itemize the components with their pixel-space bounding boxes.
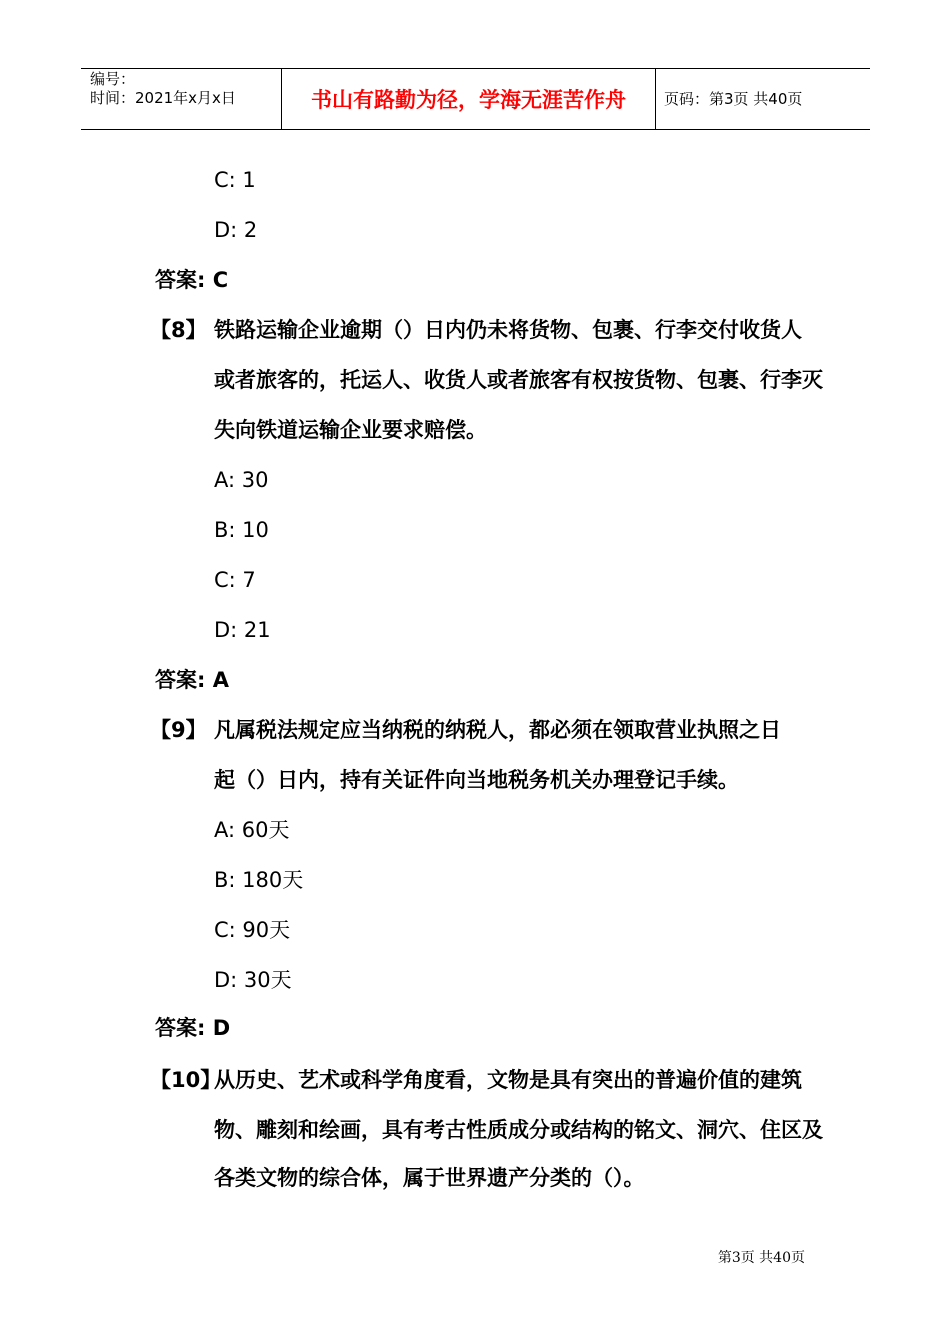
- page-footer: 第3页 共40页: [717, 1250, 805, 1266]
- question-text-line: 铁路运输企业逾期（）日内仍未将货物、包裹、行李交付收货人: [214, 318, 802, 342]
- option-d: D: 21: [214, 618, 271, 642]
- header-motto: 书山有路勤为径，学海无涯苦作舟: [311, 87, 626, 112]
- option-c: C: 1: [214, 168, 256, 192]
- option-c: C: 90天: [214, 918, 291, 942]
- answer: 答案: D: [155, 1016, 231, 1040]
- header-divider-2: [655, 69, 656, 129]
- option-c: C: 7: [214, 568, 256, 592]
- option-a: A: 30: [214, 468, 269, 492]
- option-d: D: 30天: [214, 968, 292, 992]
- question-text-line: 各类文物的综合体，属于世界遗产分类的（）。: [214, 1166, 645, 1190]
- header-page-label: 页码：第3页 共40页: [664, 90, 803, 108]
- option-b: B: 10: [214, 518, 269, 542]
- header-time-label: 时间：2021年x月x日: [90, 89, 236, 107]
- question-number: 【10】: [150, 1068, 222, 1092]
- answer: 答案: C: [155, 268, 229, 292]
- header-top-rule: [81, 68, 870, 69]
- question-text-line: 失向铁道运输企业要求赔偿。: [214, 418, 487, 442]
- question-text-line: 起（）日内，持有关证件向当地税务机关办理登记手续。: [214, 768, 739, 792]
- question-text-line: 凡属税法规定应当纳税的纳税人，都必须在领取营业执照之日: [214, 718, 781, 742]
- question-number: 【8】: [150, 318, 207, 342]
- option-b: B: 180天: [214, 868, 304, 892]
- question-number: 【9】: [150, 718, 207, 742]
- question-text-line: 或者旅客的，托运人、收货人或者旅客有权按货物、包裹、行李灭: [214, 368, 823, 392]
- answer: 答案: A: [155, 668, 229, 692]
- question-text-line: 从历史、艺术或科学角度看，文物是具有突出的普遍价值的建筑: [214, 1068, 802, 1092]
- option-a: A: 60天: [214, 818, 290, 842]
- header-bottom-rule: [81, 129, 870, 130]
- header-number-label: 编号：: [90, 70, 136, 88]
- option-d: D: 2: [214, 218, 258, 242]
- question-text-line: 物、雕刻和绘画，具有考古性质成分或结构的铭文、洞穴、住区及: [214, 1118, 823, 1142]
